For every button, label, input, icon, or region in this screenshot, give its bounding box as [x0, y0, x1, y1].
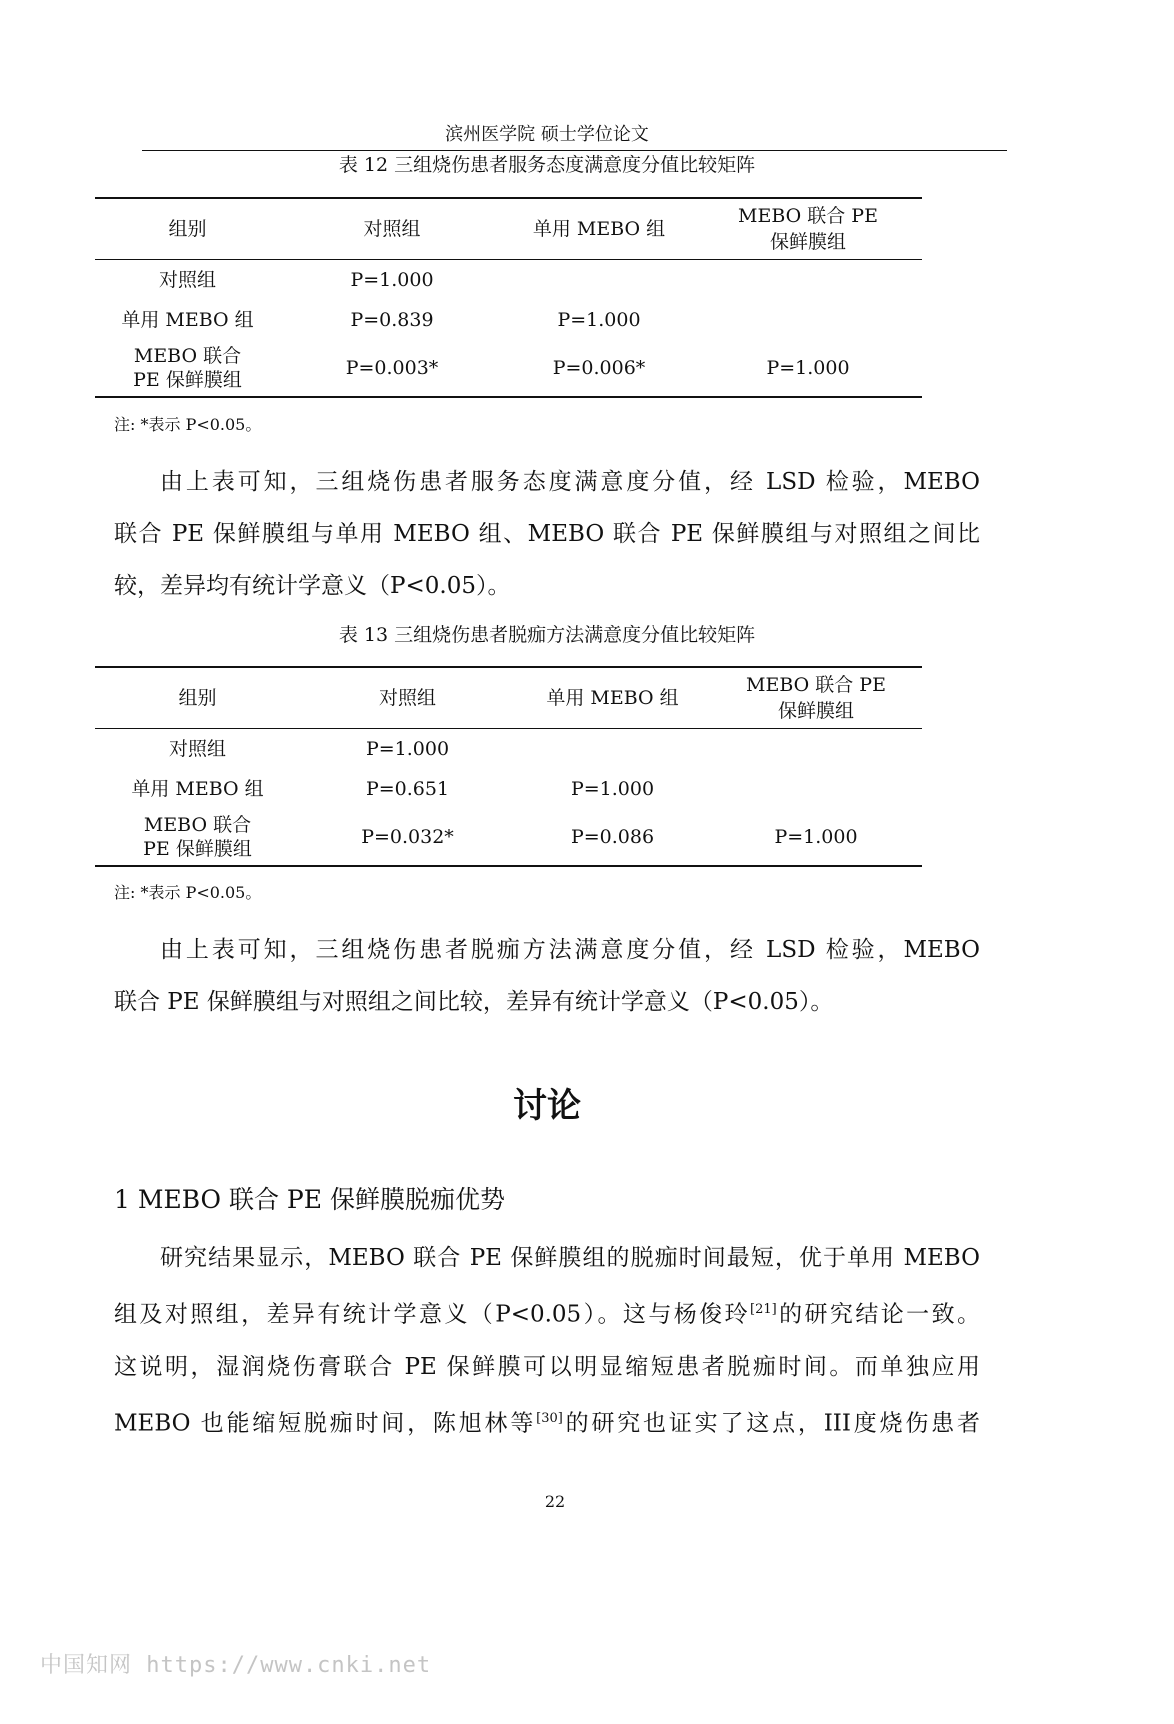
text-line: 联合 PE 保鲜膜组与对照组之间比较，差异有统计学意义（P<0.05）。: [114, 989, 834, 1015]
table13: [95, 666, 922, 867]
table-row: [95, 729, 922, 770]
table-cell-p-value: [710, 769, 922, 809]
text-line: 联合 PE 保鲜膜组与单用 MEBO 组、MEBO 联合 PE 保鲜膜组与对照组之间比: [114, 521, 980, 547]
table12-header-row: [95, 198, 922, 260]
table12-col-header: MEBO 联合 PE 保鲜膜组: [738, 205, 878, 253]
table-cell-p-value: P=0.032*: [361, 826, 454, 848]
table13-note: 注: *表示 P<0.05。: [114, 883, 262, 902]
table-row: [95, 300, 922, 340]
table-cell-p-value: P=0.839: [350, 309, 434, 331]
table-cell-p-value: P=0.003*: [345, 357, 439, 379]
table-cell-group: 单用 MEBO 组: [121, 309, 254, 331]
table-cell-group: MEBO 联合 PE 保鲜膜组: [133, 345, 242, 391]
watermark: 中国知网 https://www.cnki.net: [40, 1653, 432, 1678]
section-title: 讨论: [513, 1086, 581, 1126]
page-number: 22: [544, 1492, 566, 1511]
citation: [30]: [536, 1410, 563, 1426]
table-cell-group: 对照组: [168, 738, 226, 760]
text-line: 研究结果显示，MEBO 联合 PE 保鲜膜组的脱痂时间最短，优于单用 MEBO: [160, 1245, 980, 1271]
table-cell-p-value: P=1.000: [774, 826, 858, 848]
table12: [95, 197, 922, 398]
table-cell-p-value: [694, 300, 922, 340]
table13-col-header: MEBO 联合 PE 保鲜膜组: [746, 674, 886, 722]
subsection-title: 1 MEBO 联合 PE 保鲜膜脱痂优势: [114, 1185, 505, 1214]
text-line: 由上表可知，三组烧伤患者脱痂方法满意度分值，经 LSD 检验，MEBO: [160, 937, 980, 963]
table-cell-p-value: P=0.651: [365, 778, 450, 800]
paragraph-1: [114, 456, 980, 612]
table12-col-header: 对照组: [363, 218, 421, 240]
table-cell-p-value: P=1.000: [350, 269, 434, 291]
table-cell-p-value: P=1.000: [570, 778, 655, 800]
table-cell-p-value: P=0.086: [570, 826, 655, 848]
text-run: 的研究也证实了这点，III度烧伤患者: [562, 1410, 980, 1437]
table13-header-row: [95, 667, 922, 729]
table13-col-header: 单用 MEBO 组: [546, 687, 679, 709]
table-cell-p-value: P=0.006*: [552, 357, 646, 379]
table-cell-group: 对照组: [158, 269, 216, 291]
text-run: MEBO 也能缩短脱痂时间，陈旭林等: [114, 1410, 537, 1437]
table-cell-p-value: [710, 729, 922, 770]
table-row: [95, 260, 922, 301]
text-line: 这说明，湿润烧伤膏联合 PE 保鲜膜可以明显缩短患者脱痂时间。而单独应用: [114, 1353, 980, 1380]
paragraph-2: [114, 924, 980, 1028]
table-cell-p-value: P=1.000: [766, 357, 850, 379]
citation: [21]: [750, 1302, 777, 1317]
table13-col-header: 组别: [178, 687, 217, 709]
text-line: [114, 1284, 980, 1341]
table12-note: 注: *表示 P<0.05。: [114, 415, 262, 434]
table-cell-p-value: P=1.000: [557, 309, 641, 331]
table-cell-group: 单用 MEBO 组: [131, 778, 264, 800]
paragraph-3: [114, 1232, 980, 1449]
table13-caption: 表 13 三组烧伤患者脱痂方法满意度分值比较矩阵: [338, 624, 756, 646]
table12-col-header: 组别: [168, 218, 207, 240]
text-run: 的研究结论一致。: [776, 1301, 981, 1328]
table-cell-p-value: [504, 260, 694, 301]
table-row: [95, 340, 922, 397]
table-cell-group: MEBO 联合 PE 保鲜膜组: [143, 814, 252, 860]
running-header: 滨州医学院 硕士学位论文: [445, 124, 649, 145]
table-row: [95, 769, 922, 809]
text-line: [114, 1393, 980, 1450]
table12-caption: 表 12 三组烧伤患者服务态度满意度分值比较矩阵: [338, 154, 756, 176]
text-line: 由上表可知，三组烧伤患者服务态度满意度分值，经 LSD 检验，MEBO: [160, 469, 980, 495]
text-line: 较，差异均有统计学意义（P<0.05）。: [114, 573, 511, 599]
table-row: [95, 809, 922, 866]
table-cell-p-value: P=1.000: [365, 738, 450, 760]
text-run: 组及对照组，差异有统计学意义（P<0.05）。这与杨俊玲: [114, 1301, 750, 1328]
table-cell-p-value: [515, 729, 710, 770]
table-cell-p-value: [694, 260, 922, 301]
table12-col-header: 单用 MEBO 组: [532, 218, 666, 240]
table13-col-header: 对照组: [378, 687, 436, 709]
